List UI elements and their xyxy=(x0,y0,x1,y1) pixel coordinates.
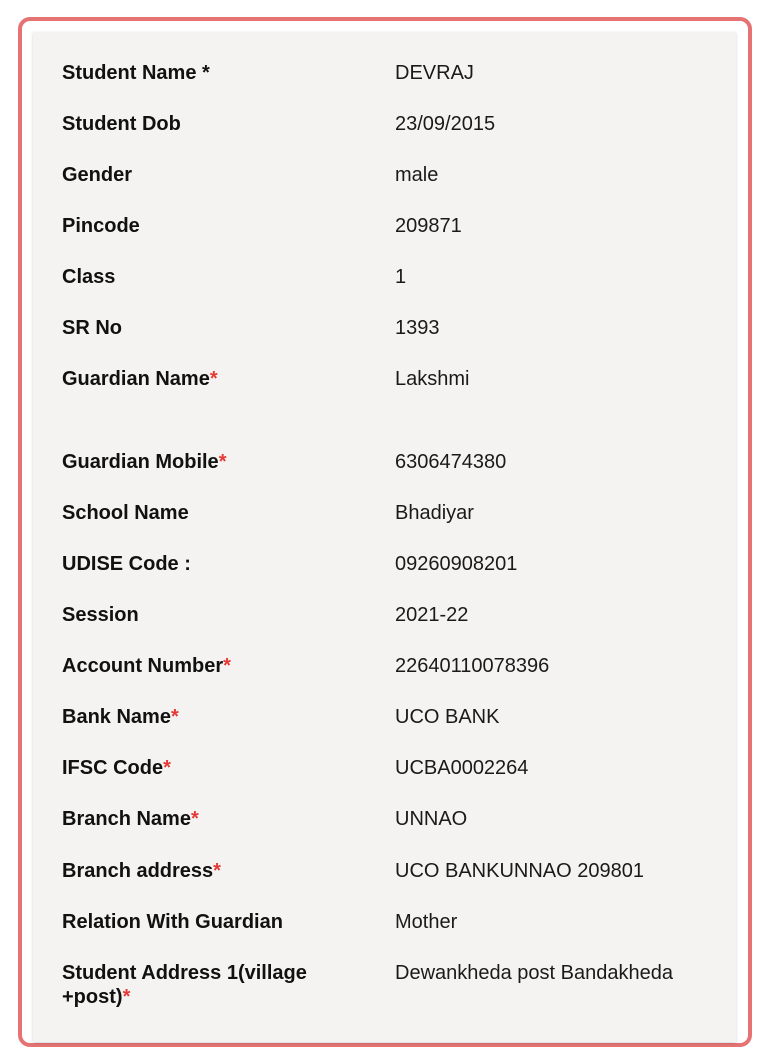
field-value: UCO BANK xyxy=(395,706,500,728)
field-label: Student Address 1(village +post)* xyxy=(62,962,307,1008)
field-value: 09260908201 xyxy=(395,553,518,575)
field-label: Account Number* xyxy=(62,655,231,677)
field-value: Dewankheda post Bandakheda xyxy=(395,962,673,984)
field-value: 22640110078396 xyxy=(395,655,550,677)
field-label: Student Name * xyxy=(62,62,210,84)
required-marker: * xyxy=(209,368,218,390)
field-value: 1 xyxy=(395,266,407,288)
field-label: Student Dob xyxy=(62,113,181,135)
field-label: Class xyxy=(62,266,116,288)
field-value: Bhadiyar xyxy=(395,502,474,524)
field-label: Guardian Mobile* xyxy=(62,451,227,473)
field-label: Session xyxy=(62,604,139,626)
field-value: 2021-22 xyxy=(395,604,469,626)
field-value: UCO BANKUNNAO 209801 xyxy=(395,860,644,882)
field-value: 209871 xyxy=(395,215,462,237)
required-marker: * xyxy=(223,655,231,677)
field-label: Pincode xyxy=(62,215,140,237)
field-label: Branch Name* xyxy=(62,808,199,830)
field-value: UCBA0002264 xyxy=(395,757,529,779)
field-label: Guardian Name* xyxy=(62,368,218,390)
field-value: DEVRAJ xyxy=(395,62,474,84)
required-marker: * xyxy=(218,451,227,473)
field-label: Relation With Guardian xyxy=(62,911,283,933)
required-marker: * xyxy=(170,706,179,728)
field-label: Branch address* xyxy=(62,860,221,882)
field-label: Gender xyxy=(62,164,133,186)
field-label: Bank Name* xyxy=(62,706,179,728)
field-value: UNNAO xyxy=(395,808,468,830)
field-value: Lakshmi xyxy=(395,368,470,390)
field-value: 6306474380 xyxy=(395,451,507,473)
field-label: IFSC Code* xyxy=(62,757,171,779)
required-marker: * xyxy=(213,860,221,882)
field-value: 23/09/2015 xyxy=(395,113,496,135)
field-label: SR No xyxy=(62,317,122,339)
field-label: School Name xyxy=(62,502,189,524)
field-value: male xyxy=(395,164,439,186)
required-marker: * xyxy=(122,986,131,1008)
field-label: UDISE Code : xyxy=(62,553,191,575)
field-value: Mother xyxy=(395,911,458,933)
field-value: 1393 xyxy=(395,317,440,339)
required-marker: * xyxy=(190,808,199,830)
required-marker: * xyxy=(163,757,171,779)
